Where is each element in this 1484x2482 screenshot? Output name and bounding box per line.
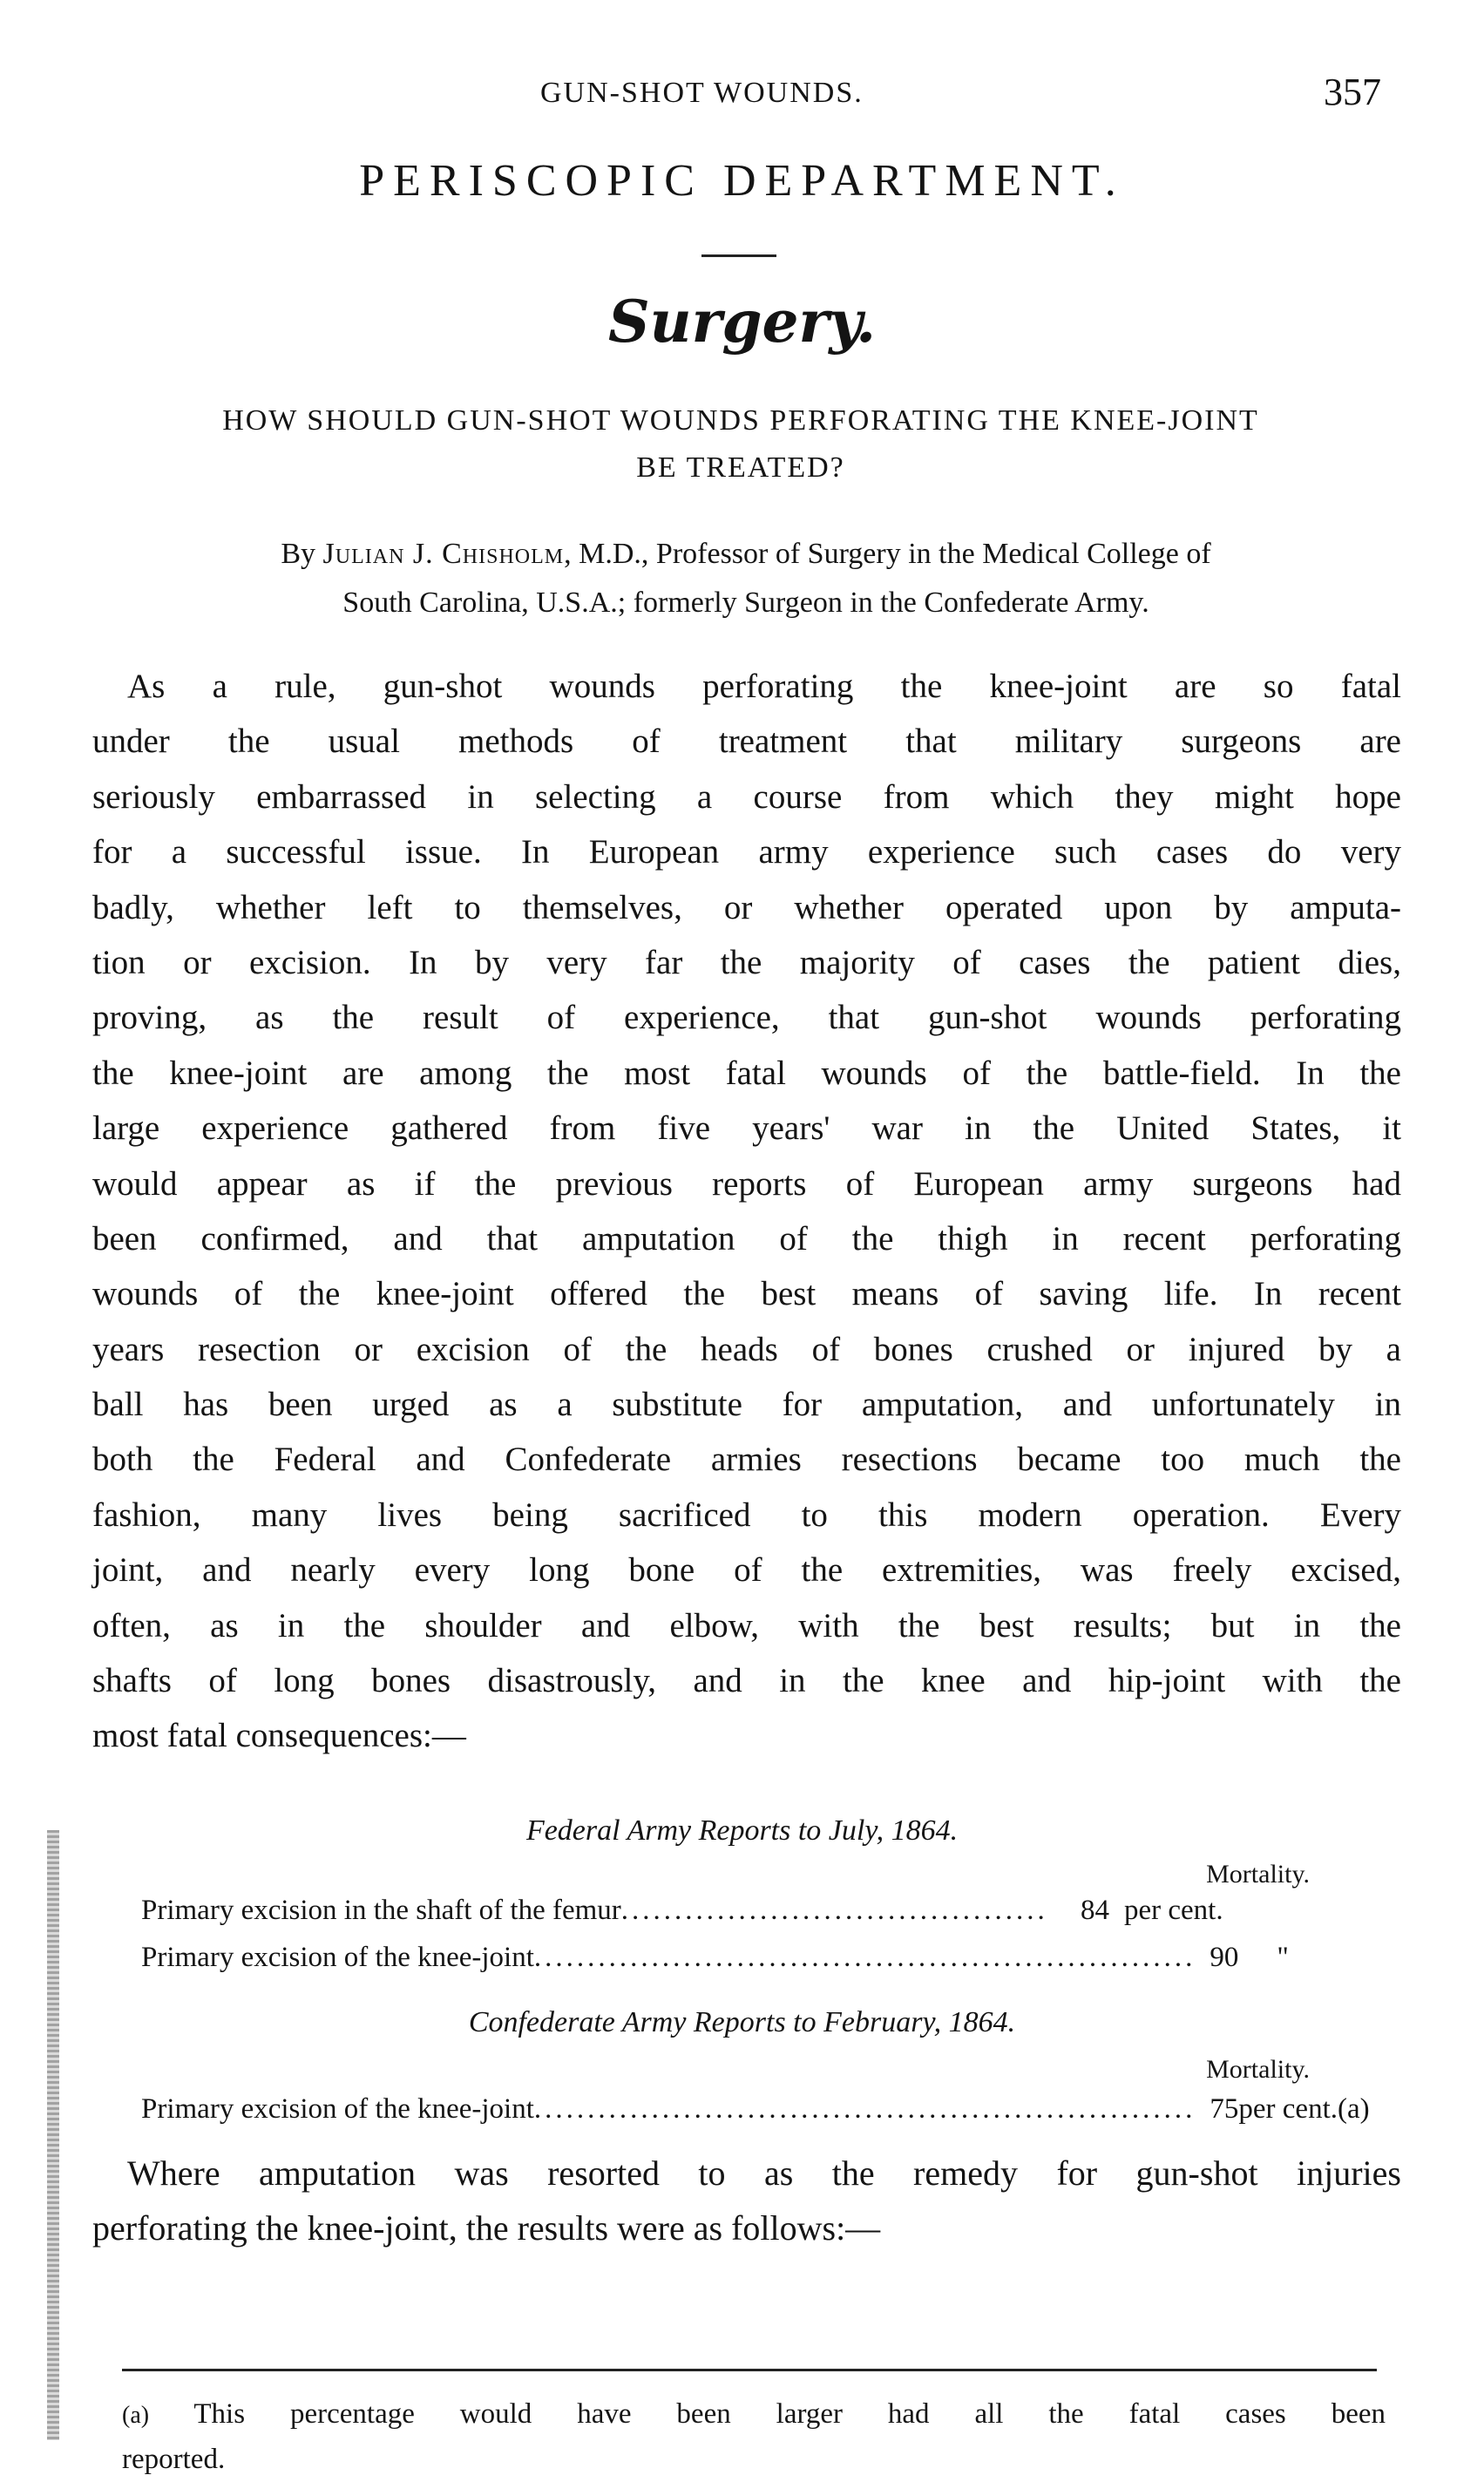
row-value: 90 xyxy=(1210,1942,1239,1973)
body-line: most fatal consequences:— xyxy=(92,1717,466,1755)
article-title-line: BE TREATED? xyxy=(636,451,845,484)
confederate-mortality-header: Mortality. xyxy=(1206,2055,1310,2084)
binding-shadow xyxy=(47,1830,59,2440)
article-title xyxy=(83,397,1399,492)
department-title: PERISCOPIC DEPARTMENT. xyxy=(359,156,1125,206)
footnote-rule xyxy=(122,2369,1377,2371)
confederate-table-caption: Confederate Army Reports to February, 1864. xyxy=(468,2006,1016,2038)
body-line: large experience gathered from five years' war in the United States, it xyxy=(92,1109,1401,1148)
closing-line: perforating the knee-joint, the results were as follows:— xyxy=(92,2208,881,2248)
row-value: 75 xyxy=(1210,2093,1239,2125)
body-line: the knee-joint are among the most fatal wounds of the battle-field. In the xyxy=(92,1054,1401,1092)
running-title: GUN-SHOT WOUNDS. xyxy=(540,77,864,109)
section-title: Surgery. xyxy=(607,288,877,356)
row-label: Primary excision of the knee-joint xyxy=(141,1942,534,1973)
table-row xyxy=(141,1895,1342,1927)
federal-mortality-header: Mortality. xyxy=(1206,1860,1310,1889)
body-line: often, as in the shoulder and elbow, with the best results; but in the xyxy=(92,1606,1401,1644)
body-line: proving, as the result of experience, that gun-shot wounds perforating xyxy=(92,999,1401,1037)
byline xyxy=(92,530,1399,627)
row-unit: per cent.(a) xyxy=(1238,2093,1370,2125)
byline-line-1 xyxy=(92,530,1399,579)
footnote-mark: (a) xyxy=(122,2402,150,2429)
title-divider xyxy=(701,254,776,257)
author-credentials: , M.D., Professor of Surgery in the Medical College of xyxy=(564,538,1211,570)
byline-prefix: By xyxy=(281,538,323,570)
footnote-line-2: reported. xyxy=(122,2444,226,2475)
body-line: shafts of long bones disastrously, and in the knee and hip-joint with the xyxy=(92,1662,1401,1700)
body-line: As a rule, gun-shot wounds perforating the knee-joint are so fatal xyxy=(127,668,1401,705)
footnote-text: This percentage would have been larger had all the fatal cases been xyxy=(149,2398,1386,2430)
body-line: both the Federal and Confederate armies resections became too much the xyxy=(92,1441,1401,1479)
table-row xyxy=(141,1942,1342,1974)
leader-dots: ........................................ xyxy=(620,1895,1048,1926)
body-line: fashion, many lives being sacrificed to this modern operation. Every xyxy=(92,1495,1401,1534)
body-line: seriously embarrassed in selecting a course from which they might hope xyxy=(92,777,1401,816)
byline-line-2: South Carolina, U.S.A.; formerly Surgeon in the Confederate Army. xyxy=(342,587,1149,619)
article-title-line: HOW SHOULD GUN-SHOT WOUNDS PERFORATING THE KNEE-JOINT xyxy=(222,404,1259,437)
leader-dots: .............................................................. xyxy=(533,2093,1196,2125)
row-value: 84 xyxy=(1081,1895,1109,1926)
article-body xyxy=(92,659,1401,1764)
body-line: wounds of the knee-joint offered the best means of saving life. In recent xyxy=(92,1275,1401,1313)
page-number: 357 xyxy=(1324,71,1381,113)
footnote xyxy=(122,2391,1386,2482)
body-line: been confirmed, and that amputation of the thigh in recent perforating xyxy=(92,1219,1401,1258)
row-label: Primary excision of the knee-joint xyxy=(141,2093,534,2125)
federal-table-caption: Federal Army Reports to July, 1864. xyxy=(525,1814,959,1847)
body-line: ball has been urged as a substitute for amputation, and unfortunately in xyxy=(92,1386,1401,1424)
table-row xyxy=(141,2093,1370,2126)
row-unit: " xyxy=(1277,1942,1289,1973)
author-name: Julian J. Chisholm xyxy=(322,538,565,570)
closing-line: Where amputation was resorted to as the remedy for gun-shot injuries xyxy=(127,2153,1401,2193)
footnote-line-1 xyxy=(122,2391,1386,2437)
body-line: years resection or excision of the heads of bones crushed or injured by a xyxy=(92,1330,1401,1368)
body-line: under the usual methods of treatment that military surgeons are xyxy=(92,722,1401,761)
body-line: joint, and nearly every long bone of the extremities, was freely excised, xyxy=(92,1551,1401,1590)
body-line: tion or excision. In by very far the majority of cases the patient dies, xyxy=(92,943,1401,981)
leader-dots: .............................................................. xyxy=(533,1942,1196,1973)
running-head xyxy=(0,71,1484,120)
body-line: would appear as if the previous reports of European army surgeons had xyxy=(92,1164,1401,1203)
body-line: for a successful issue. In European army experience such cases do very xyxy=(92,833,1401,871)
body-line: badly, whether left to themselves, or whether operated upon by amputa- xyxy=(92,888,1401,926)
row-label: Primary excision in the shaft of the femur xyxy=(141,1895,621,1926)
closing-paragraph xyxy=(92,2146,1401,2256)
row-unit: per cent. xyxy=(1124,1895,1223,1926)
